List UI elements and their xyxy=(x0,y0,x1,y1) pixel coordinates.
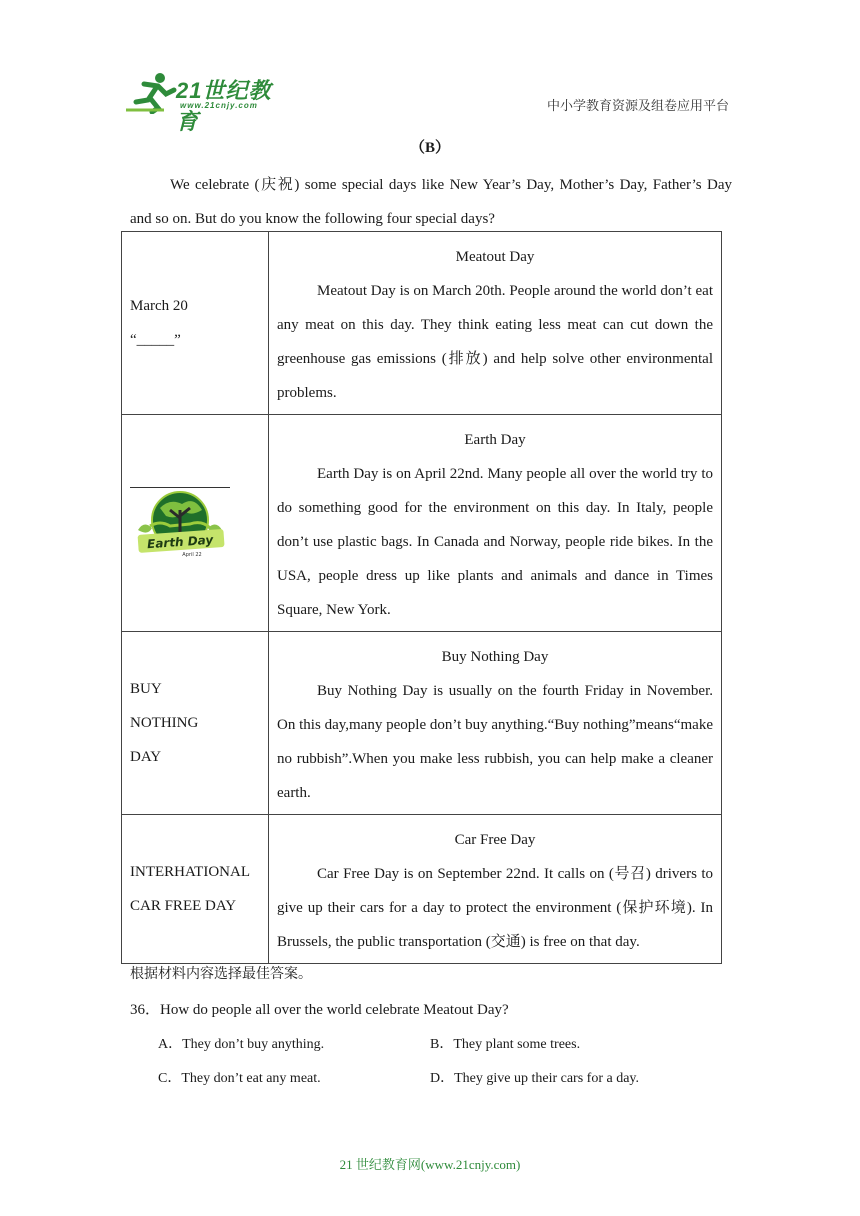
day-description: Buy Nothing Day is usually on the fourth Friday in November. On this day,many people don’t buy anything.“Buy nothing”means“make no rubbish”.When you make less rubbish, you can help make a cleaner earth. xyxy=(277,683,713,801)
day-description: Meatout Day is on March 20th. People around the world don’t eat any meat on this day. They think eating less meat can cut down the greenhouse gas emissions (排放) and help solve other environmental problems. xyxy=(277,283,713,401)
row-content-cell xyxy=(269,632,722,815)
option-a[interactable]: A．They don’t buy anything. xyxy=(158,1037,325,1052)
section-title: （B） xyxy=(409,140,450,156)
option-d[interactable]: D．They give up their cars for a day. xyxy=(430,1071,640,1086)
row-label-line: NOTHING xyxy=(130,715,199,731)
logo-lettering: Earth Day xyxy=(146,532,214,551)
day-description: Car Free Day is on September 22nd. It calls on (号召) drivers to give up their cars for a day to protect the environment (保护环境). In Brussels, the public transportation (交通) is free on that day. xyxy=(277,866,713,950)
option-c[interactable]: C．They don’t eat any meat. xyxy=(158,1071,321,1086)
row-label-line: CAR FREE DAY xyxy=(130,898,237,914)
option-b[interactable]: B．They plant some trees. xyxy=(430,1037,581,1052)
question-text: How do people all over the world celebrate Meatout Day? xyxy=(160,1002,509,1018)
row-label-cell xyxy=(122,415,269,632)
platform-caption: 中小学教育资源及组卷应用平台 xyxy=(546,98,729,113)
brand-logo xyxy=(124,70,294,134)
day-title: Earth Day xyxy=(464,432,526,448)
logo-text: 21世纪教育 xyxy=(176,78,272,134)
row-label-cell xyxy=(122,632,269,815)
row-content-cell xyxy=(269,815,722,964)
row-label-line: INTERHATIONAL xyxy=(130,864,250,880)
logo-sublettering: April 22 xyxy=(182,551,202,558)
day-title: Buy Nothing Day xyxy=(441,649,549,665)
logo-url: www.21cnjy.com xyxy=(180,101,258,110)
table-row-car-free xyxy=(122,815,722,964)
table-row-meatout xyxy=(122,232,722,415)
footer-link[interactable]: 21 世纪教育网(www.21cnjy.com) xyxy=(339,1157,521,1172)
special-days-table xyxy=(121,231,722,964)
day-title: Meatout Day xyxy=(455,249,535,265)
runner-icon xyxy=(124,70,180,114)
table-row-buy-nothing xyxy=(122,632,722,815)
row-label-line: BUY xyxy=(130,681,162,697)
intro-paragraph xyxy=(130,168,732,236)
row-content-cell xyxy=(269,415,722,632)
table-row-earth xyxy=(122,415,722,632)
row-label-line: DAY xyxy=(130,749,162,765)
day-description: Earth Day is on April 22nd. Many people all over the world try to do something good for the environment on this day. In Italy, people don’t use plastic bags. In Canada and Norway, people ride bikes. In the USA, people dress up like plants and animals and dance in Times Square, New York. xyxy=(277,466,713,618)
row-label-line: “_____” xyxy=(130,332,181,348)
intro-line-2: and so on. But do you know the following four special days? xyxy=(130,211,495,227)
earth-day-logo-image xyxy=(130,490,230,560)
instruction-text: 根据材料内容选择最佳答案。 xyxy=(130,967,312,982)
question-36 xyxy=(130,998,509,1019)
row-label-cell xyxy=(122,815,269,964)
intro-line-1: We celebrate (庆祝) some special days like New Year’s Day, Mother’s Day, Father’s Day xyxy=(170,177,732,193)
question-number: 36． xyxy=(130,1002,161,1018)
row-label-cell xyxy=(122,232,269,415)
day-title: Car Free Day xyxy=(454,832,536,848)
row-content-cell xyxy=(269,232,722,415)
row-label-line: March 20 xyxy=(130,298,188,314)
